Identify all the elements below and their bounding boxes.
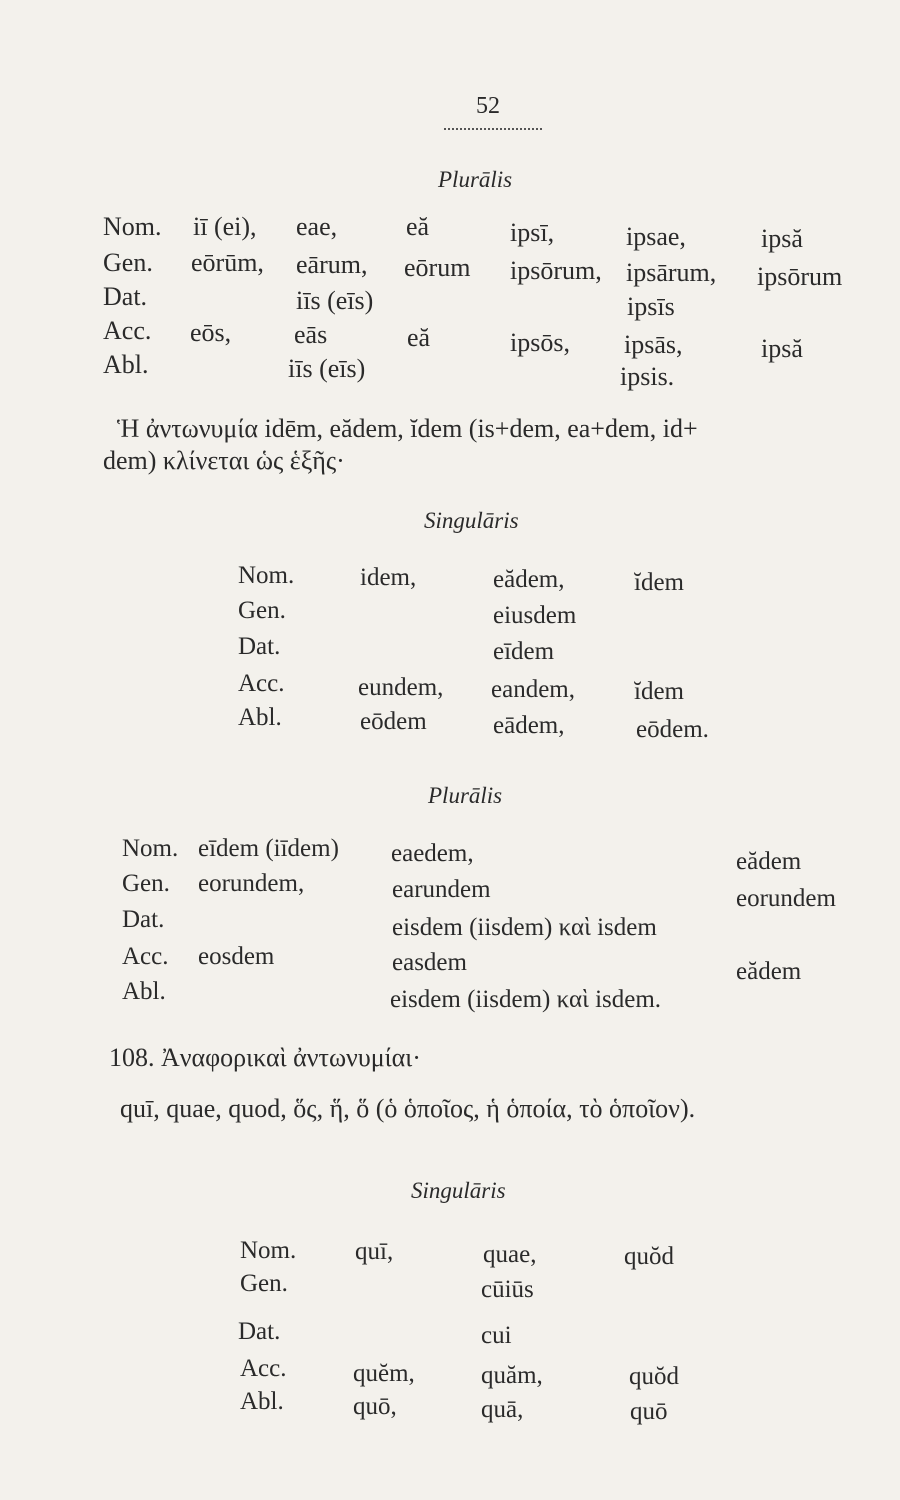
case-label: Dat. [103,282,148,311]
section-108-title: 108. Ἀναφορικαὶ ἀντωνυμίαι· [109,1043,421,1072]
case-label: Nom. [238,562,295,589]
form: eădem [736,848,802,875]
form: quăm, [481,1362,543,1389]
form: eisdem (iisdem) καὶ isdem. [390,986,662,1013]
form: eă [406,212,430,241]
intro-line-1: Ἡ ἀντωνυμία idēm, eădem, ĭdem (is+dem, ea+dem, id+ [117,414,698,443]
form: iīs (eīs) [288,354,366,383]
case-label: Gen. [103,248,153,277]
section-108-line: quī, quae, quod, ὅς, ἥ, ὅ (ὁ ὁποῖος, ἡ ὁποία, τὸ ὁποῖον). [120,1094,696,1123]
form: iīs (eīs) [296,286,374,315]
case-label: Acc. [103,316,152,345]
form: eisdem (iisdem) καὶ isdem [392,914,657,941]
form: eă [407,323,431,352]
form: eae, [296,212,338,241]
form: easdem [392,949,467,976]
form: ipsae, [626,222,686,251]
form: quŏd [629,1363,679,1390]
form: eiusdem [493,602,577,629]
case-label: Acc. [122,943,169,970]
form: eosdem [198,943,275,970]
form: ipsōs, [510,328,570,357]
form: eōdem [360,708,427,735]
case-label: Dat. [238,1318,281,1345]
form: cui [481,1322,512,1349]
page-number: 52 [476,93,500,119]
case-label: Abl. [103,350,149,379]
form: eundem, [358,674,444,701]
form: ĭdem [634,678,684,705]
form: ipsārum, [626,258,717,287]
form: earundem [392,876,491,903]
form: eorundem, [198,870,305,897]
case-label: Acc. [238,670,285,697]
idem-plural-heading: Plurālis [428,783,503,808]
form: ipsă [761,334,803,363]
case-label: Gen. [238,597,286,624]
page-number-rule [444,128,542,130]
case-label: Dat. [238,633,281,660]
case-label: Gen. [240,1270,288,1297]
case-label: Abl. [240,1388,284,1415]
form: eōs, [190,318,232,347]
qui-singular-heading: Singulāris [411,1178,506,1203]
case-label: Gen. [122,870,170,897]
case-label: Nom. [122,835,179,862]
form: eōrūm, [191,248,264,277]
form: ipsī, [510,218,555,247]
form: ipsōrum, [510,256,602,285]
form: eīdem [493,638,555,665]
form: idem, [360,564,417,591]
form: eădem [736,958,802,985]
form: cūiūs [481,1276,534,1303]
form: quī, [355,1238,394,1265]
form: eās [294,320,328,349]
form: ipsōrum [757,262,843,291]
form: ipsās, [624,330,683,359]
case-label: Abl. [122,978,166,1005]
case-label: Nom. [103,212,162,241]
form: ipsis. [620,362,675,391]
form: eandem, [491,676,575,703]
case-label: Acc. [240,1355,287,1382]
form: iī (ei), [193,212,257,241]
form: ipsă [761,224,803,253]
form: ĭdem [634,569,684,596]
form: eīdem (iīdem) [198,835,339,862]
form: eādem, [493,712,565,739]
form: quō, [353,1393,397,1420]
case-label: Abl. [238,704,282,731]
form: quĕm, [353,1360,415,1387]
form: ipsīs [627,292,675,321]
form: eorundem [736,885,836,912]
form: eārum, [296,250,368,279]
form: eōdem. [636,716,709,743]
idem-singular-heading: Singulāris [424,508,519,533]
form: quā, [481,1396,524,1423]
form: eaedem, [391,840,474,867]
case-label: Dat. [122,906,165,933]
case-label: Nom. [240,1237,297,1264]
form: quō [630,1398,668,1425]
form: eădem, [493,566,565,593]
intro-line-2: dem) κλίνεται ὡς ἑξῆς· [103,446,345,475]
form: quŏd [624,1243,674,1270]
form: eōrum [404,253,471,282]
plural-heading: Plurālis [438,167,513,192]
form: quae, [483,1241,537,1268]
